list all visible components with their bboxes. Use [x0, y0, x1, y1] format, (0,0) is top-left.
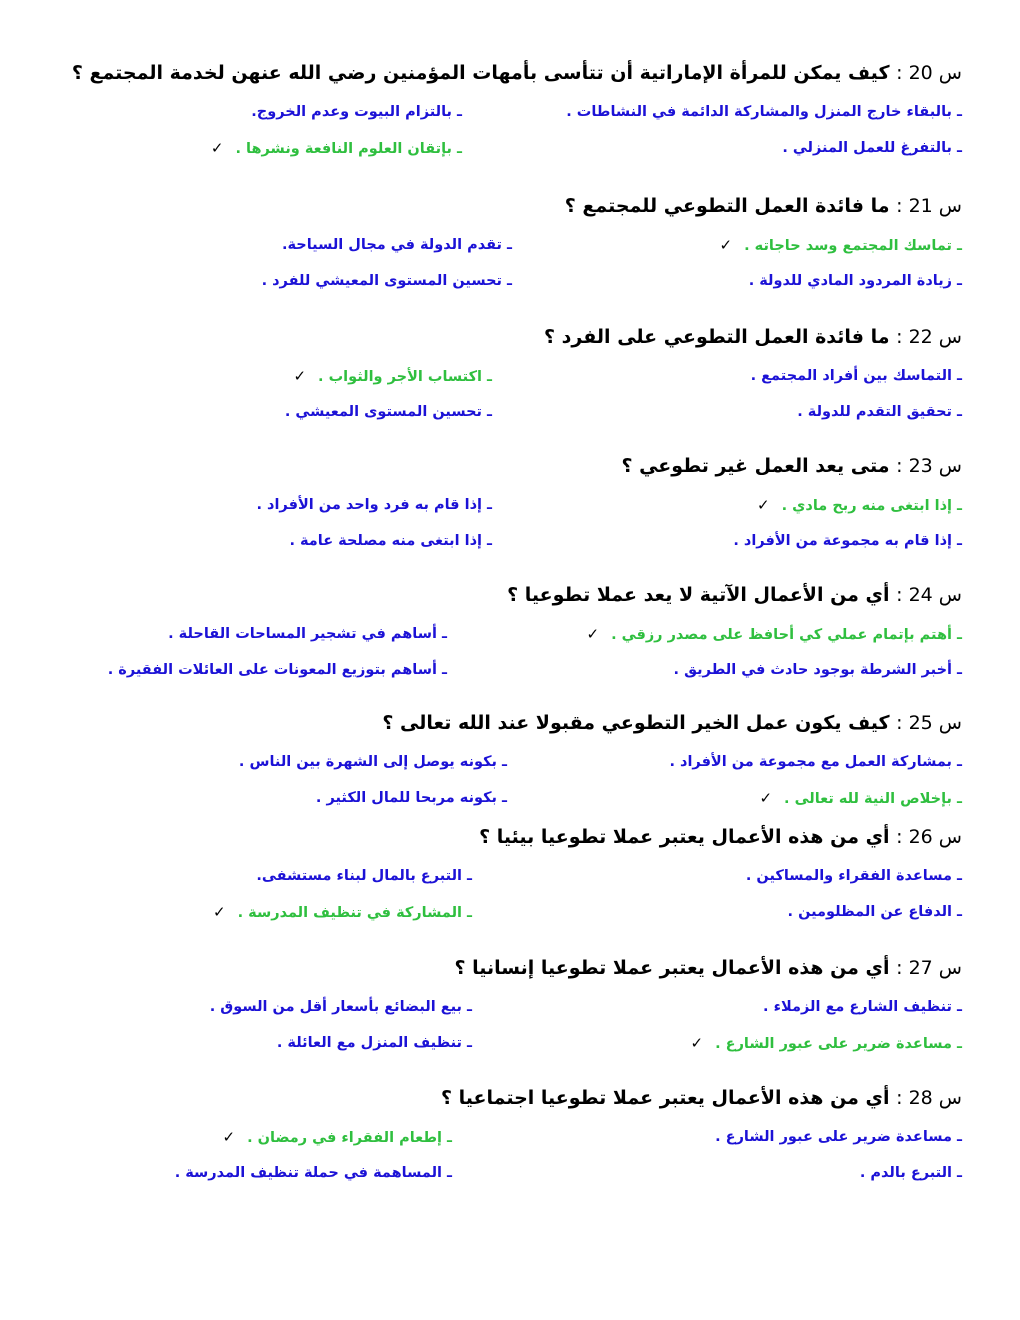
- answer-text: ـ تقدم الدولة في مجال السياحة.: [281, 237, 512, 253]
- answer-text: ـ تنظيف المنزل مع العائلة .: [276, 1035, 472, 1051]
- question-text: كيف يكون عمل الخير التطوعي مقبولا عند الله تعالى ؟: [382, 712, 890, 734]
- answer-text: ـ التبرع بالمال لبناء مستشفى.: [256, 868, 472, 884]
- answer-option[interactable]: [733, 529, 962, 553]
- answer-text: ـ أساهم في تشجير المساحات القاحلة .: [168, 626, 447, 642]
- answer-option[interactable]: [749, 269, 962, 293]
- check-mark-icon: ✓: [757, 496, 770, 514]
- answer-text: ـ بمشاركة العمل مع مجموعة من الأفراد .: [669, 754, 962, 770]
- question-number: س 23 :: [896, 455, 962, 477]
- check-mark-icon: ✓: [293, 367, 307, 385]
- answer-text: ـ التماسك بين أفراد المجتمع .: [750, 368, 962, 384]
- answer-option[interactable]: [262, 269, 512, 293]
- question-title: [507, 580, 962, 610]
- answer-option[interactable]: [168, 622, 447, 646]
- question-title: [621, 451, 962, 481]
- answer-text: ـ مساعدة ضرير على عبور الشارع .: [715, 1129, 962, 1145]
- answer-option[interactable]: [566, 100, 962, 124]
- answer-option[interactable]: [782, 136, 962, 160]
- answer-text: ـ بيع البضائع بأسعار أقل من السوق .: [209, 999, 472, 1015]
- answer-option[interactable]: [757, 493, 962, 517]
- answer-option[interactable]: [751, 364, 962, 388]
- answer-option[interactable]: [860, 1161, 962, 1185]
- answer-option[interactable]: [788, 900, 962, 924]
- answer-text: ـ زيادة المردود المادي للدولة .: [748, 273, 962, 289]
- check-mark-icon: ✓: [719, 236, 733, 254]
- answer-text: ـ إذا ابتغى منه ربح مادي .: [781, 498, 962, 514]
- question-text: أي من هذه الأعمال يعتبر عملا تطوعيا اجتماعيا ؟: [440, 1087, 890, 1109]
- answer-text: ـ بالتفرغ للعمل المنزلي .: [782, 140, 962, 156]
- answer-text: ـ إذا قام به مجموعة من الأفراد .: [733, 533, 962, 549]
- answer-text: ـ تماسك المجتمع وسد حاجاته .: [744, 238, 962, 254]
- answer-text: ـ بإخلاص النية لله تعالى .: [784, 791, 962, 807]
- answer-option[interactable]: [289, 529, 492, 553]
- question-text: أي من هذه الأعمال يعتبر عملا تطوعيا إنسانيا ؟: [454, 957, 890, 979]
- answer-option[interactable]: [282, 233, 512, 257]
- answer-text: ـ الدفاع عن المظلومين .: [787, 904, 962, 920]
- answer-text: ـ تحسين المستوى المعيشي للفرد .: [261, 273, 512, 289]
- check-mark-icon: ✓: [759, 789, 773, 807]
- question-title: [544, 322, 962, 352]
- question-number: س 21 :: [896, 195, 962, 217]
- answer-text: ـ تحقيق التقدم للدولة .: [797, 404, 962, 420]
- answer-option[interactable]: [691, 1031, 962, 1055]
- question-number: س 27 :: [896, 957, 962, 979]
- answer-option[interactable]: [211, 136, 462, 160]
- answer-option[interactable]: [759, 786, 962, 810]
- question-title: [479, 822, 962, 852]
- answer-text: ـ أخبر الشرطة بوجود حادث في الطريق .: [673, 662, 962, 678]
- answer-text: ـ بإتقان العلوم النافعة ونشرها .: [235, 141, 462, 157]
- question-title: [382, 708, 962, 738]
- answer-text: ـ بالبقاء خارج المنزل والمشاركة الدائمة في النشاطات .: [566, 104, 962, 120]
- answer-option[interactable]: [674, 658, 962, 682]
- answer-option[interactable]: [720, 233, 962, 257]
- answer-text: ـ إذا ابتغى منه مصلحة عامة .: [289, 533, 492, 549]
- question-number: س 25 :: [896, 712, 962, 734]
- question-text: كيف يمكن للمرأة الإماراتية أن تتأسى بأمهات المؤمنين رضي الله عنهن لخدمة المجتمع ؟: [71, 62, 890, 84]
- answer-option[interactable]: [108, 658, 447, 682]
- answer-text: ـ اكتساب الأجر والثواب .: [318, 369, 492, 385]
- answer-option[interactable]: [746, 864, 962, 888]
- answer-option[interactable]: [256, 493, 492, 517]
- answer-option[interactable]: [256, 864, 472, 888]
- answer-option[interactable]: [316, 786, 507, 810]
- answer-text: ـ المساهمة في حملة تنظيف المدرسة .: [174, 1165, 452, 1181]
- answer-option[interactable]: [285, 400, 492, 424]
- question-number: س 20 :: [896, 62, 962, 84]
- check-mark-icon: ✓: [210, 139, 224, 157]
- answer-text: ـ تنظيف الشارع مع الزملاء .: [763, 999, 962, 1015]
- answer-option[interactable]: [587, 622, 962, 646]
- question-number: س 28 :: [896, 1087, 962, 1109]
- question-number: س 24 :: [896, 584, 962, 606]
- answer-option[interactable]: [251, 100, 462, 124]
- answer-text: ـ بكونه يوصل إلى الشهرة بين الناس .: [238, 754, 507, 770]
- answer-text: ـ مساعدة ضرير على عبور الشارع .: [715, 1036, 962, 1052]
- answer-text: ـ مساعدة الفقراء والمساكين .: [745, 868, 962, 884]
- check-mark-icon: ✓: [586, 625, 600, 643]
- answer-option[interactable]: [715, 1125, 962, 1149]
- answer-text: ـ تحسين المستوى المعيشي .: [284, 404, 492, 420]
- answer-option[interactable]: [293, 364, 492, 388]
- answer-option[interactable]: [669, 750, 962, 774]
- answer-option[interactable]: [277, 1031, 472, 1055]
- question-text: أي من هذه الأعمال يعتبر عملا تطوعيا بيئيا ؟: [479, 826, 890, 848]
- question-title: [72, 58, 962, 88]
- answer-text: ـ أهتم بإتمام عملي كي أحافظ على مصدر رزقي .: [611, 627, 962, 643]
- answer-text: ـ التبرع بالدم .: [859, 1165, 962, 1181]
- answer-text: ـ بكونه مربحا للمال الكثير .: [315, 790, 507, 806]
- answer-option[interactable]: [223, 1125, 452, 1149]
- answer-text: ـ بالتزام البيوت وعدم الخروج.: [251, 104, 462, 120]
- question-title: [455, 953, 963, 983]
- check-mark-icon: ✓: [690, 1034, 704, 1052]
- question-text: متى يعد العمل غير تطوعي ؟: [621, 455, 890, 477]
- question-text: أي من الأعمال الآتية لا يعد عملا تطوعيا ؟: [507, 584, 890, 606]
- question-number: س 22 :: [896, 326, 962, 348]
- check-mark-icon: ✓: [213, 903, 226, 921]
- answer-option[interactable]: [175, 1161, 452, 1185]
- answer-text: ـ المشاركة في تنظيف المدرسة .: [237, 905, 472, 921]
- question-text: ما فائدة العمل التطوعي على الفرد ؟: [544, 326, 890, 348]
- answer-text: ـ أساهم بتوزيع المعونات على العائلات الفقيرة .: [107, 662, 447, 678]
- answer-option[interactable]: [213, 900, 472, 924]
- question-number: س 26 :: [896, 826, 962, 848]
- answer-option[interactable]: [763, 995, 962, 1019]
- answer-option[interactable]: [797, 400, 962, 424]
- answer-text: ـ إطعام الفقراء في رمضان .: [247, 1130, 452, 1146]
- question-title: [565, 191, 962, 221]
- answer-text: ـ إذا قام به فرد واحد من الأفراد .: [256, 497, 492, 513]
- question-title: [441, 1083, 962, 1113]
- answer-option[interactable]: [239, 750, 507, 774]
- check-mark-icon: ✓: [222, 1128, 236, 1146]
- answer-option[interactable]: [210, 995, 472, 1019]
- question-text: ما فائدة العمل التطوعي للمجتمع ؟: [564, 195, 890, 217]
